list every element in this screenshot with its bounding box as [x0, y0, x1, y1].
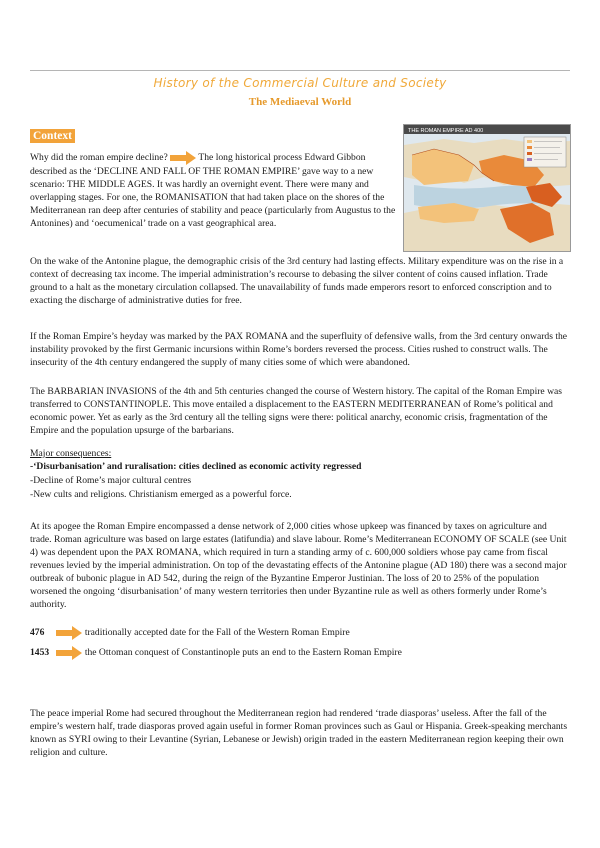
map-title: THE ROMAN EMPIRE AD 400 — [408, 128, 484, 134]
intro-text: The long historical process Edward Gibbon described as the ‘DECLINE AND FALL OF THE ROMAN EMPIRE’ gave way to a new scenario: THE MIDDLE AGES. It was hardly an overnight event. There were many and overlapping stages. For one, the ROMANISATION that had taken place on the shores of the Mediterranean ran deep after centuries of stability and peace (particularly from Augustus to the Antonines) and ‘oecumenical’ trade on a vast geographical area. — [30, 152, 396, 229]
antonine-paragraph: On the wake of the Antonine plague, the demographic crisis of the 3rd century had lasting effects. Military expenditure was on the rise in a context of decreasing tax income. The imperial administration’s recourse to debasing the silver content of coins caused inflation. Trade ground to a halt as the monetary circulation collapsed. The unavailability of funds made emperors resort to enforced conscription and to exacting the discharge of administrative duties for free. — [30, 256, 564, 306]
consequence-item: -Decline of Rome’s major cultural centres — [30, 475, 192, 486]
page-title: History of the Commercial Culture and Society — [153, 76, 447, 90]
arrow-right-icon — [170, 151, 196, 165]
arrow-right-icon — [56, 626, 82, 640]
date-entry — [30, 646, 402, 660]
intro-paragraph — [30, 151, 400, 230]
consequences-heading: Major consequences: — [30, 448, 112, 459]
consequence-item: -New cults and religions. Christianism emerged as a powerful force. — [30, 489, 292, 500]
date-year: 1453 — [30, 647, 50, 659]
header-rule — [30, 70, 570, 71]
section-label: Context — [30, 129, 75, 143]
consequence-item: -‘Disurbanisation’ and ruralisation: cities declined as economic activity regressed — [30, 461, 362, 472]
page-subtitle: The Mediaeval World — [248, 96, 352, 108]
date-year: 476 — [30, 627, 45, 639]
diasporas-paragraph: The peace imperial Rome had secured throughout the Mediterranean region had rendered ‘trade diasporas’ useless. After the fall of the empire’s western half, trade diasporas proved again useful in former Roman provinces such as Gaul or Hispania. Greek-speaking merchants known as SYRI owing to their Levantine (Syrian, Lebanese or Jewish) origin traded in the eastern Mediterranean region keeping their own religion and culture. — [30, 708, 568, 758]
date-entry — [30, 626, 350, 640]
date-text: the Ottoman conquest of Constantinople puts an end to the Eastern Roman Empire — [84, 647, 402, 659]
arrow-right-icon — [56, 646, 82, 660]
roman-empire-map — [403, 124, 571, 252]
invasions-paragraph: The BARBARIAN INVASIONS of the 4th and 5th centuries changed the course of Western history. The capital of the Roman Empire was transferred to CONSTANTINOPLE. This move entailed a displacement to the EASTERN MEDITERRANEAN of Rome’s political and economic power. Yet as early as the 3rd century all the telling signs were there: political anarchy, economic crisis, fragmentation of the Empire and the population upsurge of the barbarians. — [30, 386, 563, 436]
map-image — [404, 125, 570, 251]
intro-question: Why did the roman empire decline? — [30, 152, 168, 164]
apogee-paragraph: At its apogee the Roman Empire encompassed a dense network of 2,000 cities whose upkeep was financed by taxes on agriculture and trade. Roman agriculture was based on large estates (latifundia) and slave labour. Rome’s Mediterranean ECONOMY OF SCALE (see Unit 4) was dependent upon the PAX ROMANA, which required in turn a standing army of c. 600,000 soldiers whose pay came from fiscal revenues levied by the imperial administration. On top of the devastating effects of the Antonine plague (AD 180) there was a second major outbreak of bubonic plague in AD 542, during the reign of the Byzantine Emperor Justinian. The loss of 20 to 25% of the population worsened the ongoing ‘disurbanisation’ of many western territories then under Byzantine rule as well as others formerly under Rome’s authority. — [30, 521, 567, 610]
pax-paragraph: If the Roman Empire’s heyday was marked by the PAX ROMANA and the superfluity of defensive walls, from the 3rd century onwards the instability provoked by the first Germanic incursions within Rome’s borders reversed the process. Cities rushed to construct walls. The insecurity of the 4th century endangered the supply of many cities some of which were abandoned. — [30, 331, 568, 368]
date-text: traditionally accepted date for the Fall of the Western Roman Empire — [84, 627, 350, 639]
